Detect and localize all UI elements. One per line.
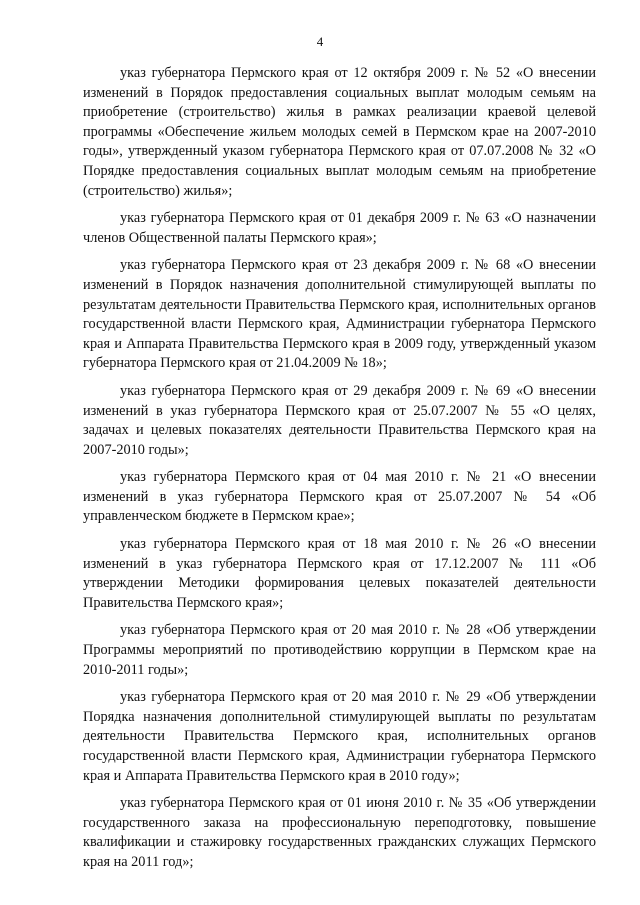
decree-paragraph: указ губернатора Пермского края от 23 декабря 2009 г. № 68 «О внесении изменений в Порядок назначения дополнительной стимулирующей выплаты по результатам деятельности Правительства Пермского края, исполнительных органов государственной власти Пермского края, Администрации губернатора Пермского края и Аппарата Правительства Пермского края в 2009 году, утвержденный указом губернатора Пермского края от 21.04.2009 № 18»;	[83, 257, 596, 372]
document-body	[83, 64, 596, 881]
decree-paragraph: указ губернатора Пермского края от 04 мая 2010 г. № 21 «О внесении изменений в указ губернатора Пермского края от 25.07.2007 № 54 «Об управленческом бюджете в Пермском крае»;	[83, 469, 596, 525]
page-number: 4	[316, 34, 324, 49]
decree-paragraph: указ губернатора Пермского края от 20 мая 2010 г. № 29 «Об утверждении Порядка назначения дополнительной стимулирующей выплаты по результатам деятельности Правительства Пермского края, исполнительных органов государственной власти Пермского края, Администрации губернатора Пермского края и Аппарата Правительства Пермского края в 2010 году»;	[83, 689, 596, 784]
decree-paragraph: указ губернатора Пермского края от 20 мая 2010 г. № 28 «Об утверждении Программы мероприятий по противодействию коррупции в Пермском крае на 2010-2011 годы»;	[83, 622, 596, 678]
decree-paragraph: указ губернатора Пермского края от 01 декабря 2009 г. № 63 «О назначении членов Общественной палаты Пермского края»;	[83, 210, 596, 246]
decree-paragraph: указ губернатора Пермского края от 12 октября 2009 г. № 52 «О внесении изменений в Порядок предоставления социальных выплат молодым семьям на приобретение (строительство) жилья в рамках реализации краевой целевой программы «Обеспечение жильем молодых семей в Пермском крае на 2007-2010 годы», утвержденный указом губернатора Пермского края от 07.07.2008 № 32 «О Порядке предоставления социальных выплат молодым семьям на приобретение (строительство) жилья»;	[83, 65, 596, 199]
decree-paragraph: указ губернатора Пермского края от 18 мая 2010 г. № 26 «О внесении изменений в указ губернатора Пермского края от 17.12.2007 № 111 «Об утверждении Методики формирования целевых показателей деятельности Правительства Пермского края»;	[83, 536, 596, 611]
decree-paragraph: указ губернатора Пермского края от 29 декабря 2009 г. № 69 «О внесении изменений в указ губернатора Пермского края от 25.07.2007 № 55 «О целях, задачах и целевых показателях деятельности Правительства Пермского края на 2007-2010 годы»;	[83, 382, 596, 458]
decree-paragraph: указ губернатора Пермского края от 01 июня 2010 г. № 35 «Об утверждении государственного заказа на профессиональную переподготовку, повышение квалификации и стажировку государственных гражданских служащих Пермского края на 2011 год»;	[83, 795, 596, 870]
